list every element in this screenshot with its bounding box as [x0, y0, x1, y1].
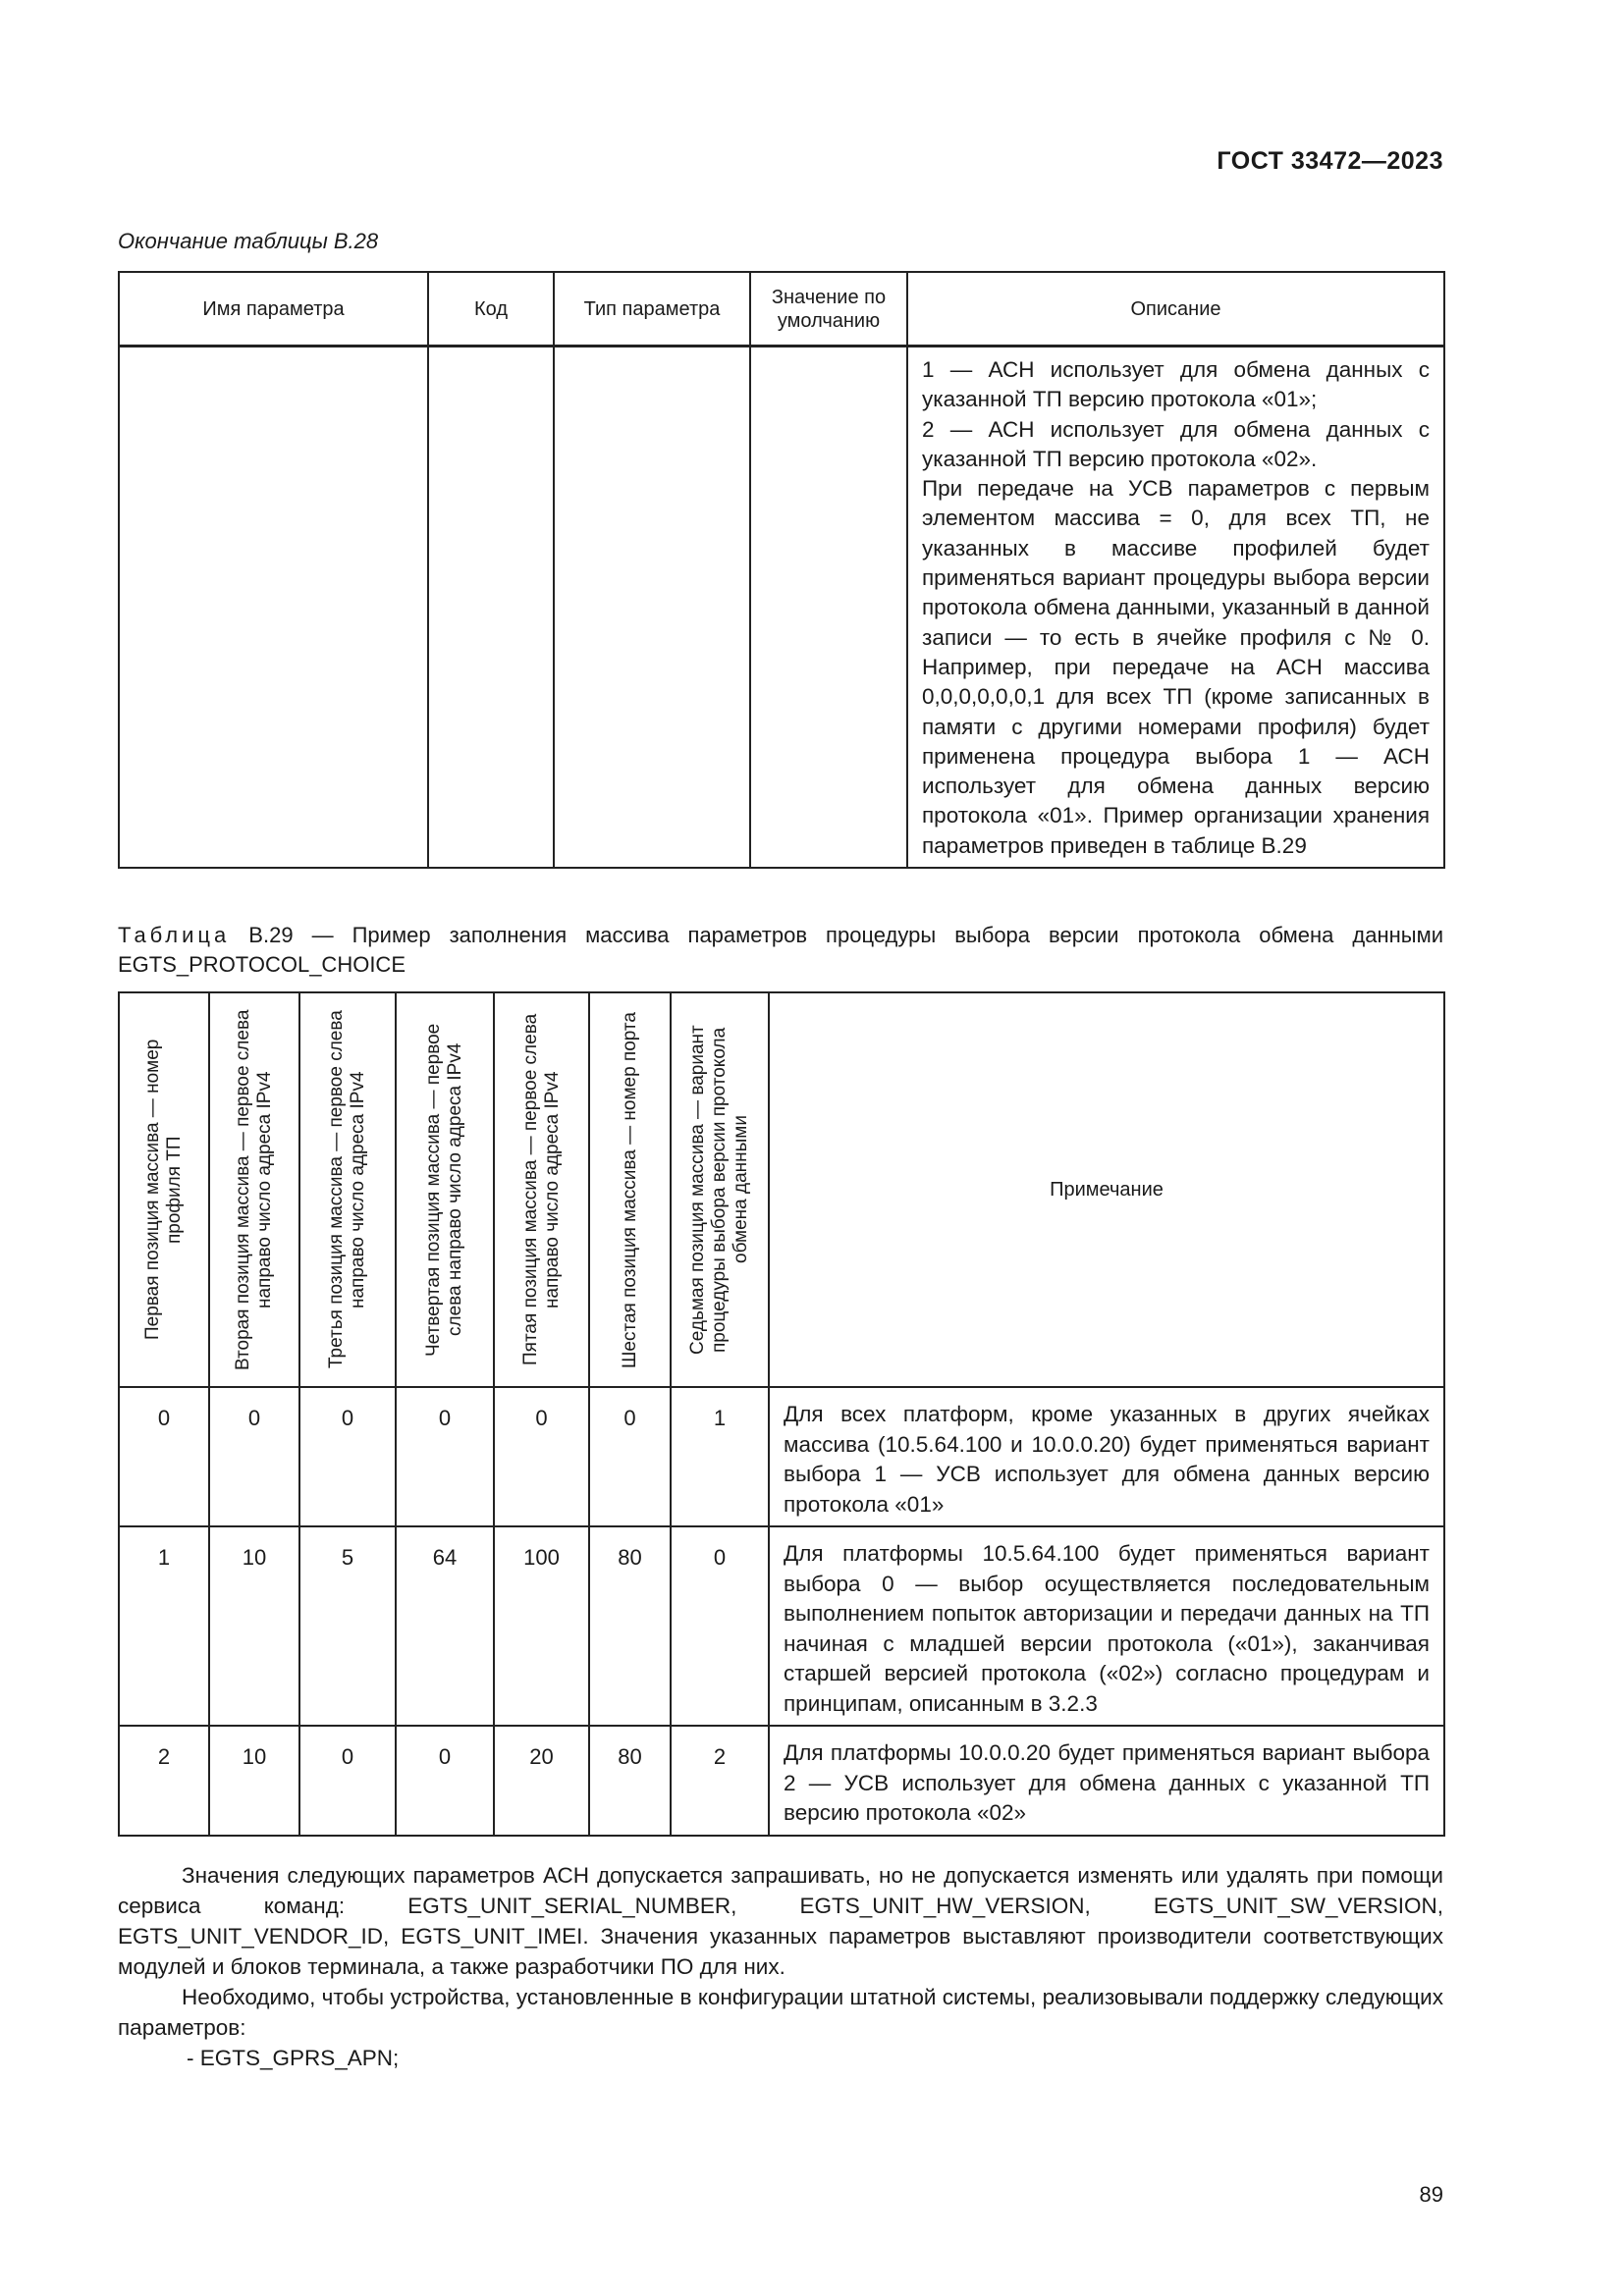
table-cell: 5: [299, 1526, 396, 1726]
note-cell: Для всех платформ, кроме указанных в других ячейках массива (10.5.64.100 и 10.0.0.20) будет применяться вариант выбора 1 — УСВ использует для обмена данных версию протокола «01»: [769, 1387, 1444, 1526]
table-cell: 10: [209, 1726, 299, 1836]
table-cell: 10: [209, 1526, 299, 1726]
table-cell: [428, 347, 554, 869]
table-cell: 1: [671, 1387, 769, 1526]
table-cell: [554, 347, 750, 869]
table-cell: [750, 347, 907, 869]
table-cell: 0: [396, 1387, 494, 1526]
description-line: 1 — АСН использует для обмена данных с указанной ТП версию протокола «01»;: [922, 357, 1430, 412]
column-header: [209, 992, 299, 1387]
column-header-text: Седьмая позиция массива — вариант процедуры выбора версии протокола обмена данными: [687, 1025, 751, 1355]
table-cell: 0: [209, 1387, 299, 1526]
table-cell: 0: [589, 1387, 671, 1526]
column-header-text: Третья позиция массива — первое слева направо число адреса IPv4: [326, 1010, 368, 1369]
column-header: [119, 992, 209, 1387]
list-item: - EGTS_GPRS_APN;: [187, 2046, 400, 2070]
table-cell: 0: [299, 1726, 396, 1836]
column-header-text: Четвертая позиция массива — первое слева направо число адреса IPv4: [423, 1023, 465, 1357]
column-header: Код: [428, 272, 554, 347]
table-cell: 100: [494, 1526, 589, 1726]
table-cell: 80: [589, 1726, 671, 1836]
table-cell: 20: [494, 1726, 589, 1836]
note-cell: Для платформы 10.0.0.20 будет применяться вариант выбора 2 — УСВ использует для обмена данных с указанной ТП версию протокола «02»: [769, 1726, 1444, 1836]
table-cell: 0: [671, 1526, 769, 1726]
table-b28-header-row: [119, 272, 1444, 347]
caption-label: Таблица: [118, 923, 231, 947]
column-header: [589, 992, 671, 1387]
page-number: 89: [1419, 2182, 1443, 2207]
table-row: [119, 1526, 1444, 1726]
column-header-text: Вторая позиция массива — первое слева направо число адреса IPv4: [233, 1009, 275, 1370]
column-header: [396, 992, 494, 1387]
table-cell: 1: [119, 1526, 209, 1726]
table-cell: 64: [396, 1526, 494, 1726]
column-header: Тип параметра: [554, 272, 750, 347]
column-header: Описание: [907, 272, 1444, 347]
note-cell: Для платформы 10.5.64.100 будет применяться вариант выбора 0 — выбор осуществляется последовательным выполнением попыток авторизации и передачи данных на ТП начиная с младшей версии протокола («01»), заканчивая старшей версией протокола («02») согласно процедурам и принципам, описанным в 3.2.3: [769, 1526, 1444, 1726]
table-cell: 0: [299, 1387, 396, 1526]
column-header-text: Шестая позиция массива — номер порта: [619, 1011, 640, 1368]
table-cell: 0: [396, 1726, 494, 1836]
table-cell: 2: [119, 1726, 209, 1836]
table-cell: 80: [589, 1526, 671, 1726]
table-cell: 0: [119, 1387, 209, 1526]
table-b29-header-row: [119, 992, 1444, 1387]
column-header-text: Первая позиция массива — номер профиля ТП: [142, 1039, 185, 1341]
table-cell: [119, 347, 428, 869]
column-header: [299, 992, 396, 1387]
description-line: При передаче на УСВ параметров с первым элементом массива = 0, для всех ТП, не указанных в массиве профилей будет применяться вариант процедуры выбора версии протокола обмена данными, указанный в данной записи — то есть в ячейке профиля с № 0. Например, при передаче на АСН массива 0,0,0,0,0,0,1 для всех ТП (кроме записанных в памяти с другими номерами профиля) будет применена процедура выбора 1 — АСН использует для обмена данных версию протокола «01». Пример организации хранения параметров приведен в таблице В.29: [922, 476, 1430, 858]
column-header: [671, 992, 769, 1387]
column-header: [494, 992, 589, 1387]
standard-code: ГОСТ 33472—2023: [1217, 147, 1443, 175]
column-header: Имя параметра: [119, 272, 428, 347]
table-cell: 2: [671, 1726, 769, 1836]
description-line: 2 — АСН использует для обмена данных с указанной ТП версию протокола «02».: [922, 416, 1430, 471]
description-text: [922, 355, 1430, 861]
column-header-text: Пятая позиция массива — первое слева направо число адреса IPv4: [519, 1013, 563, 1366]
table-row: [119, 1387, 1444, 1526]
table-row: [119, 1726, 1444, 1836]
table-b29-caption: [118, 921, 1443, 980]
table-row: [119, 347, 1444, 869]
body-paragraph: Необходимо, чтобы устройства, установленные в конфигурации штатной системы, реализовывали поддержку следующих параметров:: [118, 1985, 1443, 2040]
caption-text: В.29 — Пример заполнения массива параметров процедуры выбора версии протокола обмена данными EGTS_PROTOCOL_CHOICE: [118, 923, 1443, 977]
body-text: [118, 1860, 1443, 2073]
description-cell: [907, 347, 1444, 869]
table-continuation-label: Окончание таблицы В.28: [118, 229, 379, 253]
column-header: Значение по умолчанию: [750, 272, 907, 347]
table-b29: [118, 991, 1445, 1837]
body-paragraph: Значения следующих параметров АСН допускается запрашивать, но не допускается изменять или удалять при помощи сервиса команд: EGTS_UNIT_SERIAL_NUMBER, EGTS_UNIT_HW_VERSION, EGTS_UNIT_SW_VERSION, EGTS_UNIT_VENDOR_ID, EGTS_UNIT_IMEI. Значения указанных параметров выставляют производители соответствующих модулей и блоков терминала, а также разработчики ПО для них.: [118, 1863, 1443, 1979]
column-header: Примечание: [769, 992, 1444, 1387]
table-b28: [118, 271, 1445, 869]
table-cell: 0: [494, 1387, 589, 1526]
